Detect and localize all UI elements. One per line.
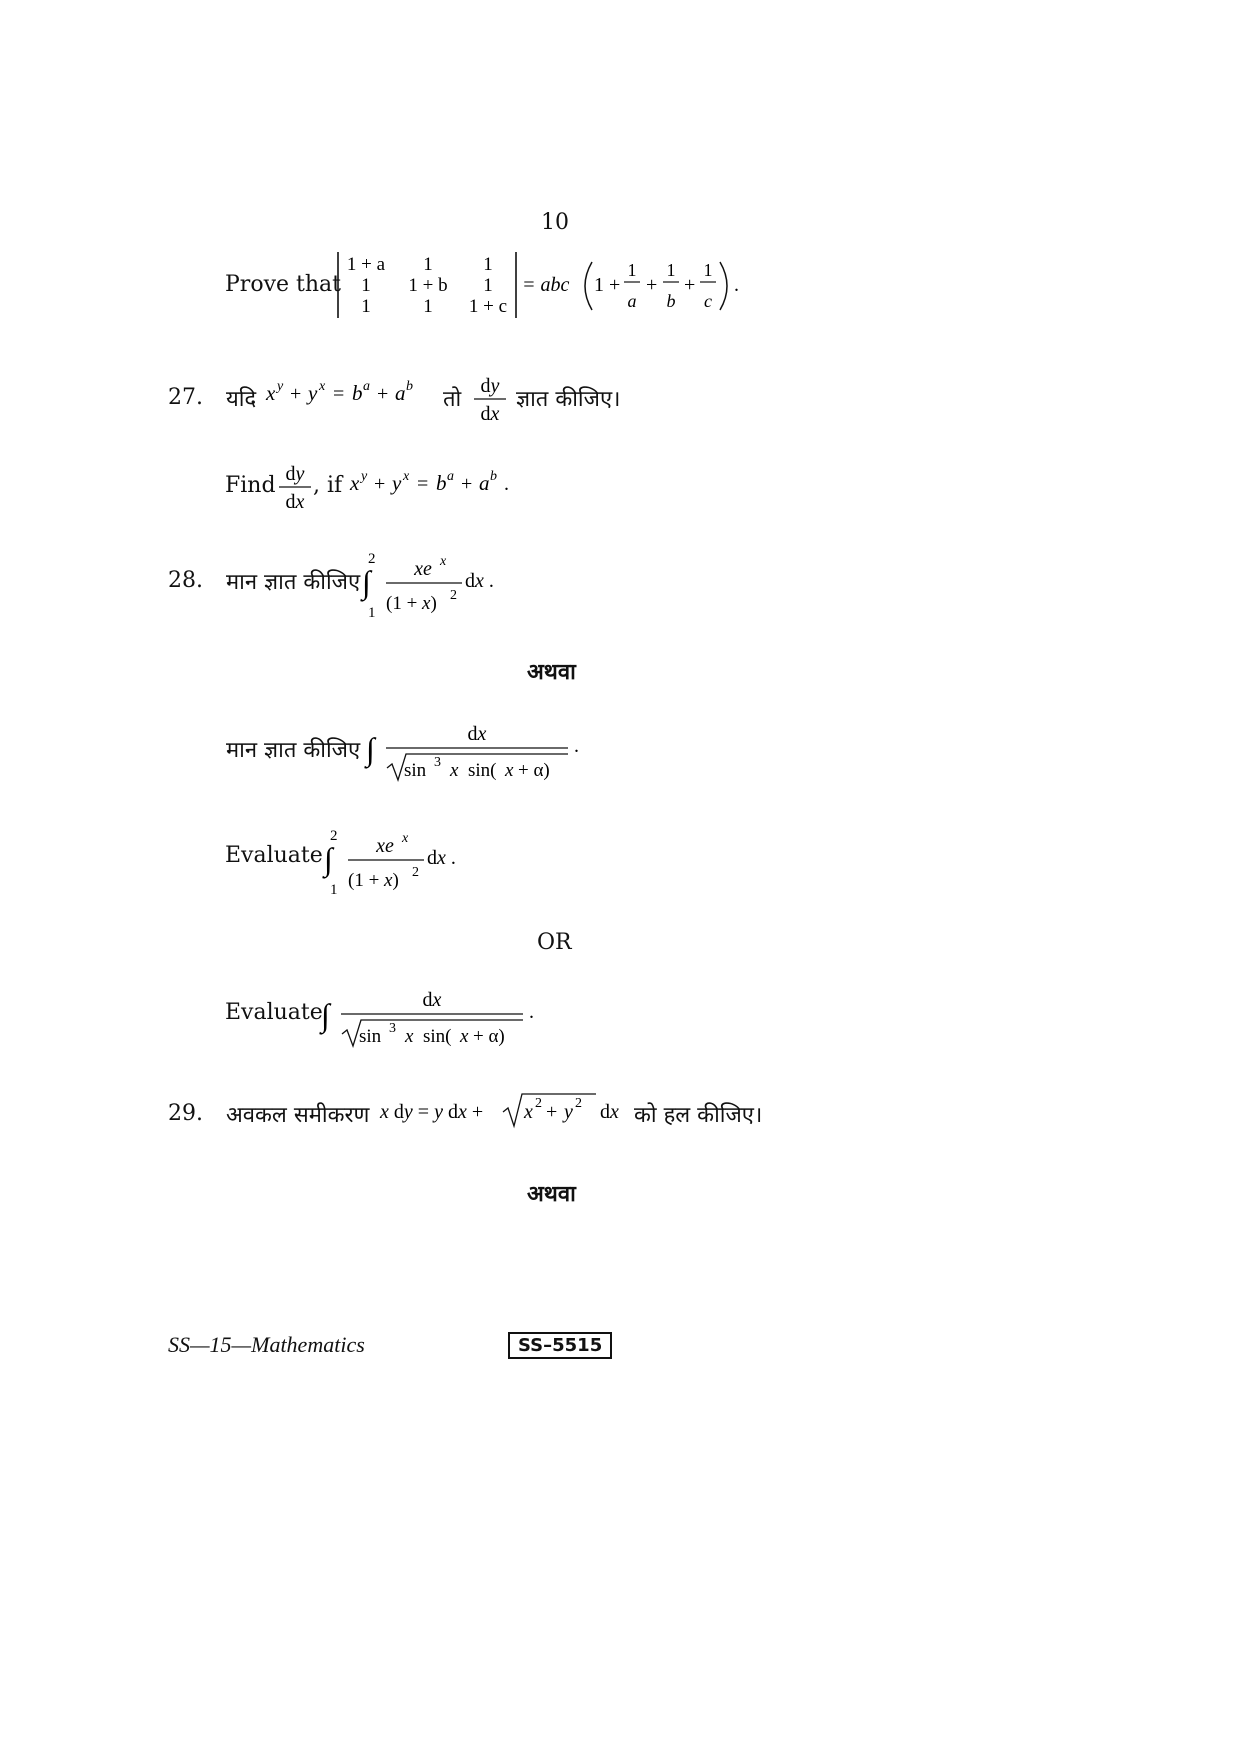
svg-text:x: x — [505, 760, 514, 781]
svg-text:∫: ∫ — [321, 997, 330, 1033]
svg-text:.: . — [504, 473, 509, 495]
m12: 1 — [423, 254, 433, 275]
svg-text:dx: dx — [600, 1101, 619, 1123]
q27-hindi-equation — [262, 370, 442, 410]
q29-differential-equation — [376, 1086, 636, 1132]
svg-text:3: 3 — [389, 1021, 396, 1036]
svg-text:b: b — [352, 381, 363, 405]
svg-text:y: y — [392, 471, 402, 495]
svg-text:+: + — [546, 1101, 558, 1123]
svg-text:+: + — [374, 473, 386, 495]
determinant-equation — [330, 248, 750, 324]
svg-text:dx: dx — [480, 403, 500, 425]
q28-hindi-evaluate: मान ज्ञात कीजिए — [226, 570, 361, 595]
svg-text:y: y — [308, 381, 318, 405]
svg-text:dx .: dx . — [427, 847, 456, 869]
svg-text:a: a — [363, 379, 370, 394]
svg-text:x: x — [350, 471, 360, 495]
svg-text:+ α): + α) — [518, 760, 550, 781]
q28-hindi-evaluate-alt: मान ज्ञात कीजिए — [226, 738, 361, 763]
q27-if-label: , if — [313, 473, 343, 498]
svg-text:2: 2 — [368, 551, 376, 567]
q27-english-equation — [346, 460, 536, 500]
svg-text:∫: ∫ — [362, 564, 371, 600]
svg-text:dy: dy — [285, 463, 305, 485]
svg-text:2: 2 — [412, 865, 419, 880]
svg-text:x: x — [524, 1101, 533, 1123]
m21: 1 — [361, 275, 371, 296]
svg-text:c: c — [704, 291, 712, 311]
svg-text:.: . — [734, 274, 739, 296]
q29-number: 29. — [168, 1101, 203, 1126]
svg-text:+: + — [684, 274, 696, 296]
svg-text:+: + — [461, 473, 473, 495]
q28-evaluate-label: Evaluate — [225, 843, 323, 868]
svg-text:x: x — [460, 1026, 469, 1047]
m22: 1 + b — [408, 275, 448, 296]
svg-text:2: 2 — [575, 1096, 582, 1111]
footer-code: SS–5515 — [508, 1332, 612, 1359]
svg-text:1 +: 1 + — [594, 274, 621, 296]
svg-text:(1 + x): (1 + x) — [348, 870, 399, 891]
svg-text:dx .: dx . — [465, 570, 494, 592]
q28-english-indefinite-integral — [315, 984, 545, 1054]
q28-evaluate-label-alt: Evaluate — [225, 1000, 323, 1025]
svg-text:dx: dx — [285, 491, 305, 513]
q29-hindi-end: को हल कीजिए। — [634, 1103, 763, 1128]
svg-text:+: + — [377, 383, 389, 405]
svg-text:b: b — [406, 379, 413, 394]
svg-text:3: 3 — [434, 755, 441, 770]
svg-text:xe: xe — [376, 835, 394, 857]
q27-hindi-end: ज्ञात कीजिए। — [516, 387, 621, 412]
rhs-abc: = abc — [522, 274, 570, 296]
svg-text:.: . — [574, 735, 579, 757]
q27-find-label: Find — [225, 473, 276, 498]
svg-text:dx: dx — [467, 723, 487, 745]
svg-text:y: y — [361, 469, 368, 484]
svg-text:x: x — [266, 381, 276, 405]
svg-text:x: x — [403, 469, 410, 484]
q28-hindi-indefinite-integral — [360, 718, 590, 788]
svg-text:xe: xe — [414, 558, 432, 580]
svg-text:x: x — [319, 379, 326, 394]
svg-text:1: 1 — [666, 260, 676, 280]
svg-text:b: b — [436, 471, 447, 495]
svg-text:+: + — [646, 274, 658, 296]
prove-label: Prove that — [225, 272, 341, 297]
svg-text:y: y — [277, 379, 284, 394]
svg-text:sin: sin — [359, 1026, 382, 1047]
svg-text:1: 1 — [368, 605, 376, 621]
q28-english-definite-integral — [322, 822, 472, 902]
svg-text:x: x — [440, 554, 447, 569]
m33: 1 + c — [468, 296, 508, 317]
svg-text:=: = — [417, 473, 429, 495]
q29-hindi-prefix: अवकल समीकरण — [226, 1103, 370, 1128]
m13: 1 — [483, 254, 493, 275]
m31: 1 — [361, 296, 371, 317]
svg-text:∫: ∫ — [324, 841, 333, 877]
q28-or-hindi: अथवा — [527, 659, 576, 685]
svg-text:sin: sin — [404, 760, 427, 781]
m23: 1 — [483, 275, 493, 296]
svg-text:x: x — [450, 760, 459, 781]
q27-dydx-fraction — [470, 370, 510, 426]
footer-subject: SS—15—Mathematics — [168, 1332, 365, 1357]
q28-or-english: OR — [537, 930, 572, 955]
svg-text:sin(: sin( — [423, 1026, 452, 1047]
svg-text:x: x — [402, 831, 409, 846]
svg-text:2: 2 — [330, 828, 338, 844]
svg-text:x dy = y dx +: x dy = y dx + — [380, 1101, 484, 1123]
svg-text:x: x — [405, 1026, 414, 1047]
q28-number: 28. — [168, 568, 203, 593]
svg-text:2: 2 — [450, 588, 457, 603]
svg-text:a: a — [395, 381, 406, 405]
svg-text:dy: dy — [480, 375, 500, 397]
svg-text:a: a — [479, 471, 490, 495]
svg-text:y: y — [564, 1101, 573, 1123]
svg-text:b: b — [666, 291, 676, 311]
svg-text:1: 1 — [330, 882, 338, 898]
q27-find-dydx — [275, 458, 315, 514]
m32: 1 — [423, 296, 433, 317]
q27-hindi-prefix: यदि — [226, 387, 257, 412]
page-number: 10 — [541, 210, 569, 235]
svg-text:1: 1 — [627, 260, 637, 280]
q28-definite-integral — [360, 545, 510, 625]
q27-number: 27. — [168, 385, 203, 410]
svg-text:1: 1 — [703, 260, 713, 280]
svg-text:sin(: sin( — [468, 760, 497, 781]
svg-text:b: b — [490, 469, 497, 484]
svg-text:(1 + x): (1 + x) — [386, 593, 437, 614]
q27-hindi-to: तो — [443, 387, 462, 412]
svg-text:+: + — [290, 383, 302, 405]
m11: 1 + a — [346, 254, 386, 275]
svg-text:dx: dx — [422, 989, 442, 1011]
svg-text:.: . — [529, 1001, 534, 1023]
svg-text:∫: ∫ — [366, 731, 375, 767]
svg-text:=: = — [333, 383, 345, 405]
svg-text:2: 2 — [535, 1096, 542, 1111]
svg-text:a: a — [447, 469, 454, 484]
q29-or-hindi: अथवा — [527, 1181, 576, 1207]
svg-text:a: a — [627, 291, 637, 311]
svg-text:+ α): + α) — [473, 1026, 505, 1047]
